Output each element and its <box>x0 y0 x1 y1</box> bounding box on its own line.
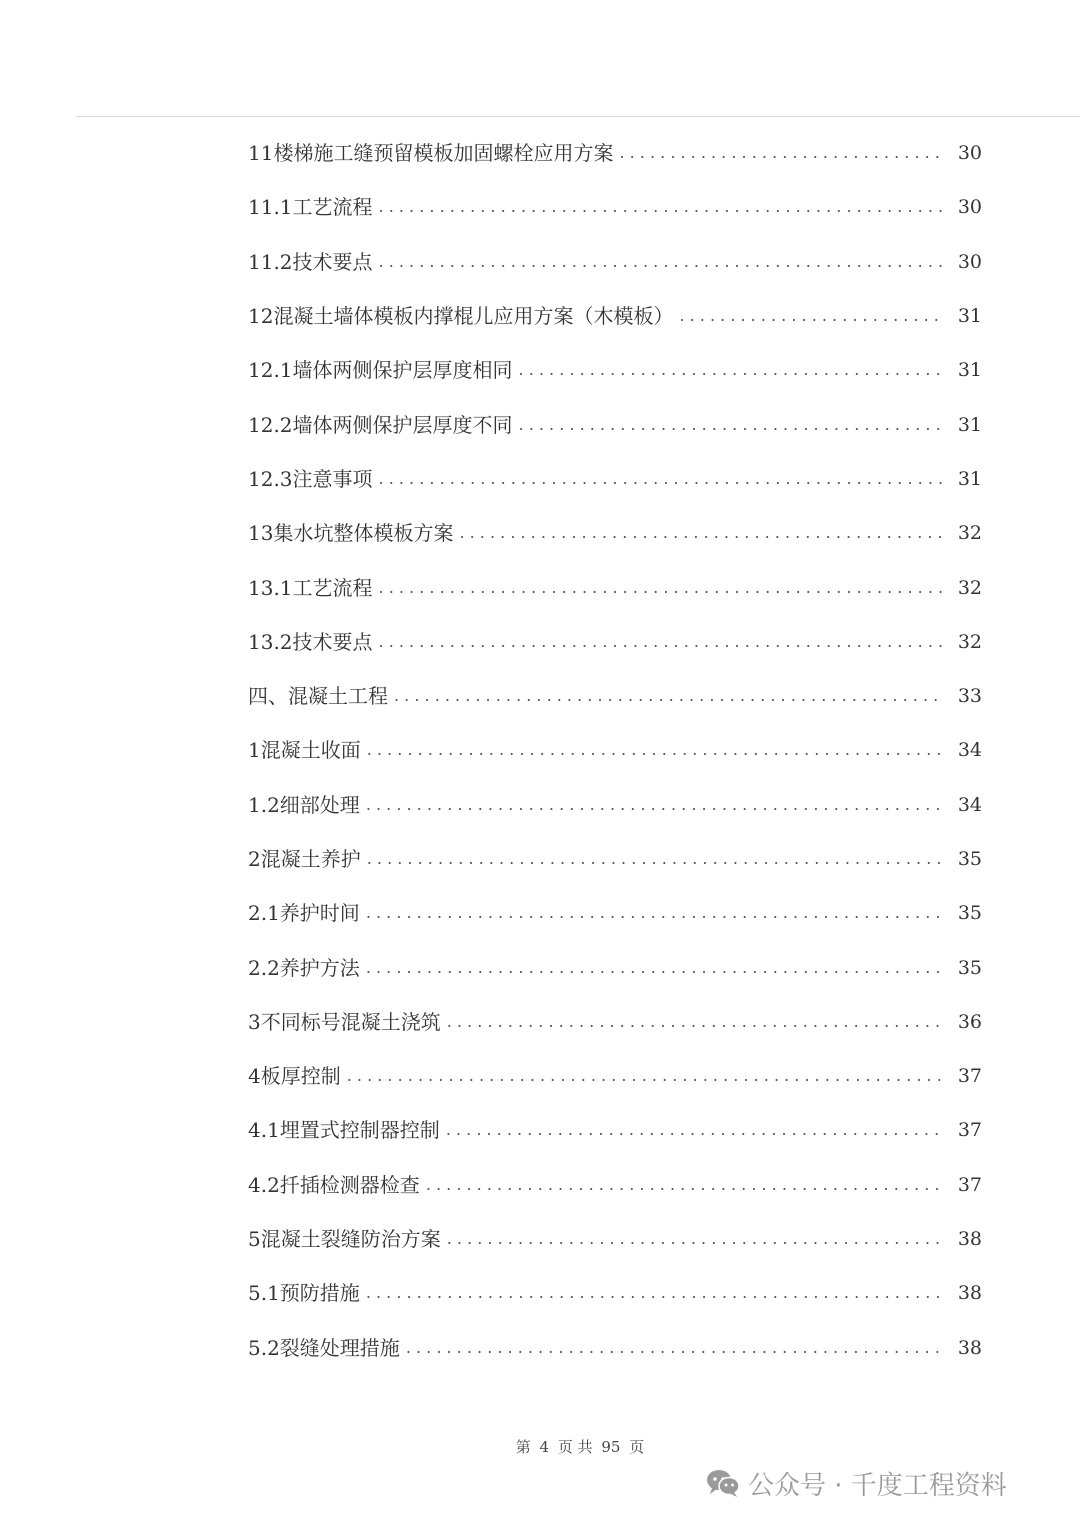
wechat-icon <box>706 1468 740 1498</box>
header-divider <box>76 116 1080 117</box>
toc-entry-title: 4板厚控制 <box>248 1064 341 1089</box>
toc-entry <box>248 1103 982 1157</box>
toc-entry-page: 30 <box>957 142 982 165</box>
toc-entry-title: 2混凝土养护 <box>248 847 361 871</box>
toc-entry <box>248 452 982 506</box>
toc-dot-leader <box>366 956 944 980</box>
toc-entry <box>248 832 982 886</box>
toc-entry <box>248 778 982 832</box>
toc-entry-title: 5混凝土裂缝防治方案 <box>248 1227 441 1252</box>
toc-entry-page: 37 <box>957 1119 982 1142</box>
toc-entry <box>248 1049 982 1103</box>
toc-dot-leader <box>446 1118 944 1142</box>
toc-entry-page: 35 <box>957 848 982 870</box>
toc-entry-title: 13.1工艺流程 <box>248 575 373 600</box>
toc-dot-leader <box>367 847 944 871</box>
toc-dot-leader <box>459 521 944 545</box>
toc-entry <box>248 560 982 614</box>
table-of-contents <box>248 126 982 1375</box>
toc-entry-page: 31 <box>957 467 982 490</box>
footer-middle: 页 共 <box>557 1438 593 1456</box>
toc-entry <box>248 1266 982 1320</box>
toc-dot-leader <box>394 684 944 708</box>
toc-entry <box>248 1321 982 1375</box>
toc-entry-page: 31 <box>957 413 982 436</box>
footer-total-pages: 95 <box>601 1438 621 1456</box>
toc-entry <box>248 940 982 994</box>
toc-entry-title: 11.2技术要点 <box>248 249 373 274</box>
toc-dot-leader <box>406 1336 944 1360</box>
toc-dot-leader <box>379 630 944 654</box>
toc-entry-title: 4.2扦插检测器检查 <box>248 1172 420 1197</box>
toc-entry-page: 31 <box>957 305 982 328</box>
toc-dot-leader <box>519 413 944 437</box>
toc-dot-leader <box>447 1227 944 1251</box>
footer-suffix: 页 <box>629 1438 645 1456</box>
toc-entry <box>248 615 982 669</box>
toc-entry-page: 36 <box>957 1010 982 1033</box>
toc-entry-page: 35 <box>957 956 982 979</box>
toc-entry <box>248 723 982 777</box>
page-number-footer <box>0 1436 1080 1457</box>
toc-entry-page: 37 <box>957 1065 982 1088</box>
toc-entry-page: 34 <box>957 793 982 816</box>
toc-dot-leader <box>426 1173 944 1197</box>
toc-dot-leader <box>379 467 944 491</box>
toc-entry-page: 38 <box>957 1228 982 1251</box>
toc-entry-page: 31 <box>957 359 982 382</box>
toc-dot-leader <box>447 1010 944 1034</box>
toc-entry <box>248 343 982 397</box>
toc-entry-title: 12混凝土墙体模板内撑棍儿应用方案（木模板） <box>248 304 674 329</box>
toc-entry-title: 11楼梯施工缝预留模板加固螺栓应用方案 <box>248 141 614 166</box>
toc-entry-title: 13集水坑整体模板方案 <box>248 521 454 546</box>
toc-entry <box>248 1212 982 1266</box>
toc-dot-leader <box>366 793 944 817</box>
toc-entry-page: 30 <box>957 250 982 273</box>
toc-entry-page: 35 <box>957 902 982 925</box>
toc-entry <box>248 180 982 234</box>
toc-entry <box>248 126 982 180</box>
toc-entry <box>248 995 982 1049</box>
toc-entry <box>248 289 982 343</box>
toc-dot-leader <box>619 141 944 165</box>
toc-dot-leader <box>679 304 944 328</box>
toc-dot-leader <box>367 738 944 762</box>
toc-entry-title: 3不同标号混凝土浇筑 <box>248 1009 441 1034</box>
watermark <box>706 1463 1007 1503</box>
footer-prefix: 第 <box>515 1438 531 1456</box>
toc-entry-title: 12.1墙体两侧保护层厚度相同 <box>248 358 513 383</box>
toc-entry-title: 4.1埋置式控制器控制 <box>248 1118 440 1143</box>
toc-entry-page: 33 <box>957 685 982 708</box>
toc-dot-leader <box>379 576 944 600</box>
toc-entry-page: 32 <box>957 576 982 599</box>
toc-entry-title: 2.1养护时间 <box>248 901 360 926</box>
toc-entry-page: 34 <box>957 739 982 762</box>
toc-entry-title: 2.2养护方法 <box>248 955 360 980</box>
toc-entry <box>248 886 982 940</box>
toc-entry-page: 38 <box>957 1282 982 1305</box>
toc-entry <box>248 506 982 560</box>
watermark-text: 公众号 · 千度工程资料 <box>748 1470 1007 1501</box>
toc-dot-leader <box>379 250 944 274</box>
toc-entry-page: 32 <box>957 522 982 545</box>
toc-entry-title: 5.1预防措施 <box>248 1281 360 1306</box>
toc-dot-leader <box>347 1064 944 1088</box>
toc-entry-page: 37 <box>957 1173 982 1196</box>
toc-entry-title: 四、混凝土工程 <box>248 684 388 709</box>
toc-entry-title: 1混凝土收面 <box>248 738 361 763</box>
footer-current-page: 4 <box>539 1438 550 1456</box>
toc-entry-page: 32 <box>957 630 982 653</box>
toc-dot-leader <box>366 901 944 925</box>
toc-entry <box>248 669 982 723</box>
toc-dot-leader <box>366 1281 944 1305</box>
toc-entry-title: 11.1工艺流程 <box>248 195 373 220</box>
toc-entry <box>248 397 982 451</box>
toc-entry-title: 12.2墙体两侧保护层厚度不同 <box>248 412 513 437</box>
toc-entry-page: 30 <box>957 196 982 219</box>
toc-entry-page: 38 <box>957 1336 982 1359</box>
toc-dot-leader <box>379 195 944 219</box>
toc-dot-leader <box>519 358 944 382</box>
toc-entry-title: 1.2细部处理 <box>248 792 360 817</box>
toc-entry <box>248 235 982 289</box>
toc-entry-title: 12.3注意事项 <box>248 466 373 491</box>
toc-entry-title: 13.2技术要点 <box>248 629 373 654</box>
toc-entry <box>248 1158 982 1212</box>
toc-entry-title: 5.2裂缝处理措施 <box>248 1335 400 1360</box>
